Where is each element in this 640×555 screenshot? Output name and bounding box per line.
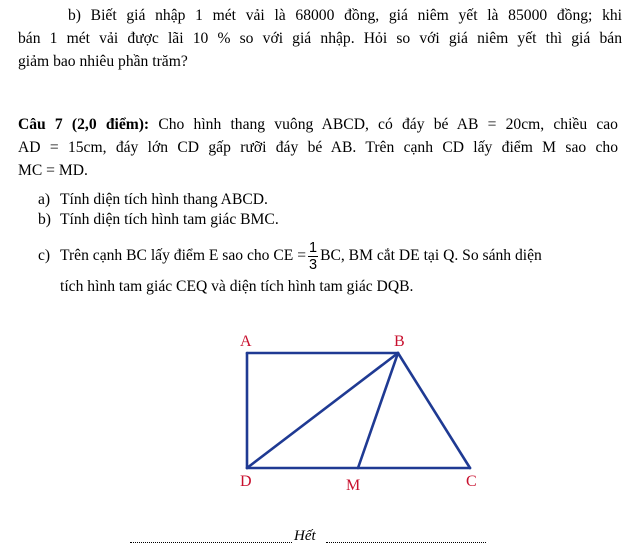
dotted-line-right [326, 542, 486, 543]
segment-bd [247, 353, 398, 468]
fraction-numerator: 1 [309, 240, 318, 256]
vertex-label-d: D [240, 473, 252, 490]
question-c-label: c) [38, 247, 51, 265]
problem-7-line-1-text: Cho hình thang vuông ABCD, có đáy bé AB = 20cm, chiều cao [158, 116, 618, 133]
question-b-text: Tính diện tích hình tam giác BMC. [60, 211, 279, 228]
question-c-line-2: tích hình tam giác CEQ và diện tích hình tam giác DQB. [60, 278, 414, 295]
problem-6b-line-3: giảm bao nhiêu phần trăm? [18, 53, 188, 70]
end-text: Hết [294, 528, 316, 544]
question-a-label: a) [38, 191, 51, 208]
problem-7-heading: Câu 7 (2,0 điểm): [18, 116, 150, 133]
dotted-line-left [130, 542, 292, 543]
segment-bm [358, 353, 398, 468]
question-b-label: b) [38, 211, 51, 228]
segment-bc [398, 353, 470, 468]
problem-6b-line-2: bán 1 mét vải được lãi 10 % so với giá nhập. Hỏi so với giá niêm yết thì giá bán [18, 30, 622, 47]
vertex-label-a: A [240, 333, 252, 350]
problem-6b-line-1: b) Biết giá nhập 1 mét vải là 68000 đồng, giá niêm yết là 85000 đồng; khi [68, 7, 622, 24]
end-marker [130, 528, 486, 546]
question-a-text: Tính diện tích hình thang ABCD. [60, 191, 268, 208]
vertex-label-b: B [394, 333, 405, 350]
question-c-pre: Trên cạnh BC lấy điểm E sao cho CE = [60, 247, 306, 265]
question-c-post: BC, BM cắt DE tại Q. So sánh diện [320, 247, 542, 265]
vertex-label-m: M [346, 477, 361, 494]
problem-7-line-2: AD = 15cm, đáy lớn CD gấp rưỡi đáy bé AB. Trên cạnh CD lấy điểm M sao cho [18, 139, 618, 156]
vertex-label-c: C [466, 473, 477, 490]
fraction-denominator: 3 [309, 257, 318, 273]
problem-7-line-3: MC = MD. [18, 162, 88, 179]
